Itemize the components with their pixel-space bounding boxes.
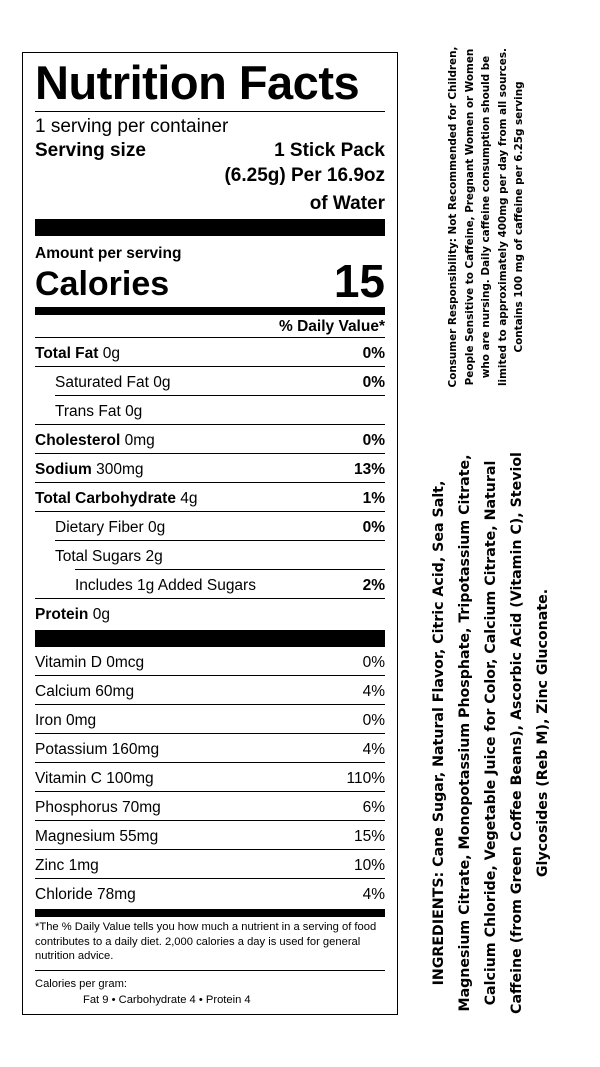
vitamin-label: Chloride 78mg: [35, 885, 136, 903]
nutrient-name: Total Carbohydrate: [35, 489, 176, 507]
vitamin-row: [35, 676, 385, 705]
vitamin-dv: 0%: [362, 711, 385, 729]
nutrient-dv: 2%: [362, 576, 385, 594]
nutrient-amount: 0g: [148, 518, 166, 536]
vitamin-dv: 4%: [362, 682, 385, 700]
nutrient-row-added-sugars: [35, 570, 385, 599]
nutrient-name: Total Fat: [35, 344, 99, 362]
nutrient-row-dietary-fiber: [35, 512, 385, 541]
thick-divider: [35, 219, 385, 236]
nutrient-name: Sodium: [35, 460, 92, 478]
nutrient-dv: 0%: [362, 431, 385, 449]
nutrient-amount: 0g: [102, 344, 120, 362]
nutrient-row-sodium: [35, 454, 385, 483]
vitamin-label: Potassium 160mg: [35, 740, 160, 758]
nutrition-facts-title: Nutrition Facts: [35, 56, 360, 109]
nutrient-dv: 0%: [362, 518, 385, 536]
nutrient-amount: 2g: [145, 547, 163, 565]
nutrient-amount: 4g: [180, 489, 198, 507]
ingredients-list: INGREDIENTS: Cane Sugar, Natural Flavor, Citric Acid, Sea Salt, Magnesium Citrate, Monopotassium Phosphate, Tripotassium Citrate, Calcium Chloride, Vegetable Juice for Color, Calcium Citrate, Natural Caffeine (from Green Coffee Beans), Ascorbic Acid (Vitamin C), Steviol Glycosides (Reb M), Zinc Gluconate.: [431, 452, 551, 1014]
serving-size-line-3: of Water: [309, 193, 385, 214]
vitamin-row: [35, 734, 385, 763]
nutrient-dv: 1%: [362, 489, 385, 507]
nutrient-dv: 0%: [362, 373, 385, 391]
nutrient-name: Total Sugars: [55, 547, 142, 565]
medium-divider: [35, 909, 385, 917]
vitamin-label: Vitamin C 100mg: [35, 769, 154, 787]
calories-per-gram-label: Calories per gram:: [35, 978, 128, 990]
nutrient-amount: 0g: [153, 373, 171, 391]
nutrient-dv: 0%: [362, 344, 385, 362]
nutrient-dv: 13%: [353, 460, 385, 478]
nutrient-name: Trans Fat: [55, 402, 121, 420]
vitamin-label: Calcium 60mg: [35, 682, 135, 700]
vitamin-dv: 10%: [353, 856, 385, 874]
vitamin-row: [35, 792, 385, 821]
serving-size-label: Serving size: [35, 140, 146, 161]
nutrient-row-cholesterol: [35, 425, 385, 454]
nutrient-row-total-fat: [35, 338, 385, 367]
calories-label: Calories: [35, 265, 170, 303]
nutrient-amount: 0g: [92, 605, 110, 623]
nutrient-row-total-sugars: [35, 541, 385, 570]
nutrient-name: Saturated Fat: [55, 373, 149, 391]
nutrient-row-protein: [35, 599, 385, 628]
vitamin-dv: 4%: [362, 740, 385, 758]
vitamin-label: Zinc 1mg: [35, 856, 99, 874]
vitamin-row: [35, 850, 385, 879]
vitamin-dv: 4%: [362, 885, 385, 903]
vitamin-dv: 15%: [353, 827, 385, 845]
vitamin-dv: 0%: [362, 653, 385, 671]
servings-per-container: 1 serving per container: [35, 116, 229, 137]
nutrient-amount: 300mg: [96, 460, 144, 478]
nutrition-facts-panel: [22, 52, 398, 1015]
nutrient-name: Protein: [35, 605, 89, 623]
nutrient-amount: 0mg: [124, 431, 155, 449]
daily-value-footnote: *The % Daily Value tells you how much a nutrient in a serving of food contributes to a daily diet. 2,000 calories a day is used for general nutrition advice.: [35, 921, 377, 962]
nutrient-name: Cholesterol: [35, 431, 121, 449]
medium-divider: [35, 307, 385, 315]
divider: [35, 111, 385, 112]
vitamin-label: Vitamin D 0mcg: [35, 653, 145, 671]
amount-per-serving: Amount per serving: [35, 245, 182, 262]
calories-value: 15: [333, 255, 385, 307]
vitamin-label: Phosphorus 70mg: [35, 798, 161, 816]
divider: [35, 970, 385, 971]
vitamin-row: [35, 763, 385, 792]
vitamin-dv: 6%: [362, 798, 385, 816]
vitamin-row: [35, 821, 385, 850]
serving-size-line-1: 1 Stick Pack: [274, 140, 385, 161]
vitamin-label: Iron 0mg: [35, 711, 97, 729]
serving-size-line-2: (6.25g) Per 16.9oz: [224, 165, 385, 186]
calories-per-gram-values: Fat 9 • Carbohydrate 4 • Protein 4: [83, 994, 251, 1006]
vitamin-row: [35, 705, 385, 734]
nutrient-name: Includes 1g Added Sugars: [75, 576, 256, 594]
nutrient-row-trans-fat: [35, 396, 385, 425]
vitamin-row: [35, 647, 385, 676]
vitamin-label: Magnesium 55mg: [35, 827, 159, 845]
vitamin-dv: 110%: [346, 769, 385, 787]
thick-divider: [35, 630, 385, 647]
vitamin-row: [35, 879, 385, 908]
daily-value-header: % Daily Value*: [279, 318, 385, 335]
consumer-disclaimer: Consumer Responsibility: Not Recommended for Children, People Sensitive to Caffeine, Pregnant Women or Women who are nursing. Daily caffeine consumption should be limited to approximately 400mg per day from all sources. Contains 100 mg of caffeine per 6.25g serving: [447, 46, 526, 388]
nutrient-row-total-carbohydrate: [35, 483, 385, 512]
nutrient-row-saturated-fat: [35, 367, 385, 396]
nutrient-name: Dietary Fiber: [55, 518, 144, 536]
nutrient-amount: 0g: [125, 402, 143, 420]
